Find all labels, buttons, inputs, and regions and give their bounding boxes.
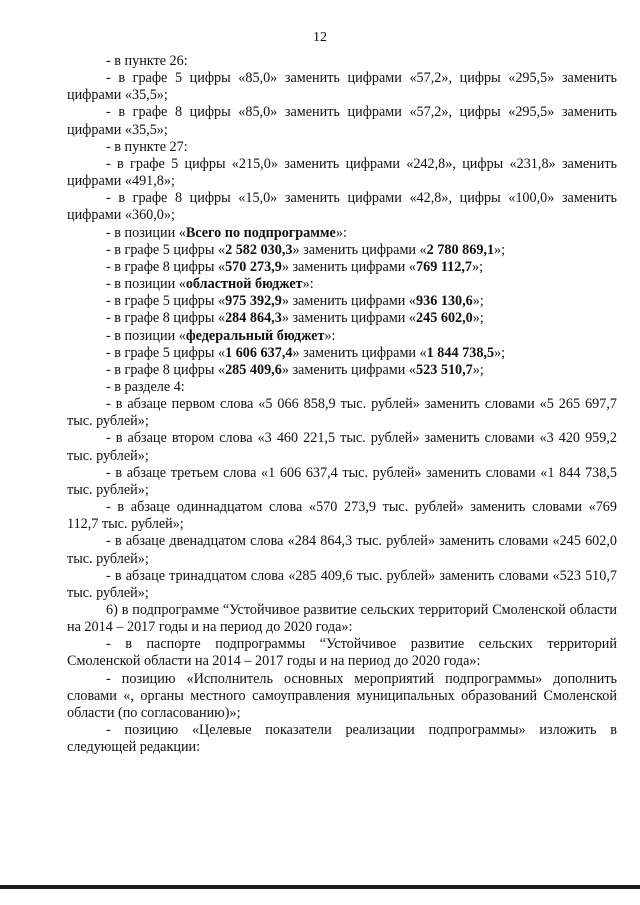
amendment-paragraph (67, 104, 617, 138)
amendment-paragraph (67, 430, 617, 464)
amendment-paragraph (67, 533, 617, 567)
amendment-paragraph (67, 362, 617, 379)
bold-text-segment: 570 273,9 (225, 258, 282, 275)
text-segment: - в графе 5 цифры « (106, 344, 226, 361)
text-segment: - в позиции « (106, 224, 186, 241)
text-segment: - в пункте 26: (106, 53, 188, 69)
text-segment: » заменить цифрами « (281, 361, 417, 378)
text-segment: »; (472, 361, 484, 378)
amendment-paragraph (67, 190, 617, 224)
text-segment: - в графе 8 цифры « (106, 310, 226, 327)
amendment-paragraph (67, 465, 617, 499)
text-segment: » заменить цифрами « (281, 293, 417, 310)
bold-text-segment: областной бюджет (185, 276, 303, 293)
bold-text-segment: федеральный бюджет (185, 327, 325, 344)
bold-text-segment: 769 112,7 (416, 258, 472, 275)
bold-text-segment: 2 780 869,1 (426, 241, 495, 258)
text-segment: »: (324, 327, 336, 344)
text-segment: »; (472, 310, 484, 327)
text-segment: - в графе 5 цифры «215,0» заменить цифрами «242,8», цифры «231,8» заменить цифрами «491,8»; (67, 155, 617, 190)
amendment-paragraph (67, 53, 617, 70)
bottom-divider (0, 885, 640, 889)
bold-text-segment: 284 864,3 (225, 310, 282, 327)
text-segment: »; (471, 258, 484, 275)
text-segment: 6) в подпрограмме “Устойчивое развитие сельских территорий Смоленской области на 2014 – 2017 годы и на период до 2020 года»: (67, 602, 617, 636)
text-segment: - в позиции « (106, 276, 186, 293)
bold-text-segment: 936 130,6 (416, 293, 473, 310)
text-segment: - в графе 8 цифры « (106, 258, 226, 275)
amendment-paragraph (67, 345, 617, 362)
text-segment: » заменить цифрами « (292, 241, 427, 258)
page-number: 12 (313, 30, 327, 45)
amendment-paragraph (67, 156, 617, 190)
amendment-paragraph (67, 396, 617, 430)
text-segment: - в графе 8 цифры «15,0» заменить цифрами «42,8», цифры «100,0» заменить цифрами «360,0»; (67, 190, 617, 224)
text-segment: - в графе 5 цифры « (106, 293, 226, 310)
text-segment: - в графе 5 цифры «85,0» заменить цифрами «57,2», цифры «295,5» заменить цифрами «35,5»; (67, 70, 617, 104)
amendment-paragraph (67, 671, 617, 722)
amendment-paragraph (67, 242, 617, 259)
bold-text-segment: 1 606 637,4 (225, 344, 293, 361)
text-segment: - в абзаце тринадцатом слова «285 409,6 тыс. рублей» заменить словами «523 510,7 тыс. рублей»; (67, 567, 617, 601)
text-segment: »; (494, 241, 506, 258)
text-segment: - в абзаце одиннадцатом слова «570 273,9 тыс. рублей» заменить словами «769 112,7 тыс. рублей»; (67, 499, 617, 533)
amendment-paragraph (67, 568, 617, 602)
text-segment: - в разделе 4: (106, 378, 185, 395)
amendment-paragraph (67, 259, 617, 276)
text-segment: - в пункте 27: (106, 138, 188, 155)
text-segment: - в абзаце втором слова «3 460 221,5 тыс. рублей» заменить словами «3 420 959,2 тыс. рублей»; (67, 430, 617, 464)
text-segment: »: (302, 276, 314, 293)
text-segment: - в паспорте подпрограммы “Устойчивое развитие сельских территорий Смоленской области на 2014 – 2017 годы и на период до 2020 года»: (67, 636, 617, 670)
bold-text-segment: 245 602,0 (416, 310, 473, 327)
text-segment: - в графе 5 цифры « (106, 241, 226, 258)
amendment-paragraph (67, 499, 617, 533)
text-segment: - позицию «Целевые показатели реализации подпрограммы» изложить в следующей редакции: (67, 722, 617, 756)
text-segment: » заменить цифрами « (281, 310, 417, 327)
amendment-paragraph (67, 379, 617, 396)
document-body (67, 53, 617, 756)
amendment-paragraph (67, 70, 617, 104)
amendment-paragraph (67, 225, 617, 242)
text-segment: - позицию «Исполнитель основных мероприятий подпрограммы» дополнить словами «, органы местного самоуправления муниципальных образований Смоленской области (по согласованию)»; (67, 670, 617, 721)
amendment-paragraph (67, 310, 617, 327)
bold-text-segment: 975 392,9 (225, 293, 282, 310)
bold-text-segment: 285 409,6 (225, 361, 282, 378)
text-segment: - в абзаце третьем слова «1 606 637,4 тыс. рублей» заменить словами «1 844 738,5 тыс. рублей»; (67, 464, 617, 498)
text-segment: »; (472, 293, 484, 310)
amendment-paragraph (67, 139, 617, 156)
text-segment: - в позиции « (106, 327, 186, 344)
text-segment: » заменить цифрами « (281, 258, 417, 275)
text-segment: »; (494, 344, 506, 361)
amendment-paragraph (67, 276, 617, 293)
text-segment: - в графе 8 цифры « (106, 361, 226, 378)
amendment-paragraph (67, 328, 617, 345)
amendment-paragraph (67, 602, 617, 636)
text-segment: - в графе 8 цифры «85,0» заменить цифрами «57,2», цифры «295,5» заменить цифрами «35,5»; (67, 104, 617, 138)
text-segment: »: (335, 224, 347, 241)
bold-text-segment: 523 510,7 (416, 361, 473, 378)
text-segment: » заменить цифрами « (292, 344, 427, 361)
amendment-paragraph (67, 722, 617, 756)
amendment-paragraph (67, 293, 617, 310)
text-segment: - в абзаце первом слова «5 066 858,9 тыс. рублей» заменить словами «5 265 697,7 тыс. рублей»; (67, 396, 617, 430)
bold-text-segment: 2 582 030,3 (225, 241, 293, 258)
bold-text-segment: 1 844 738,5 (426, 344, 495, 361)
text-segment: - в абзаце двенадцатом слова «284 864,3 тыс. рублей» заменить словами «245 602,0 тыс. рублей»; (67, 533, 617, 567)
bold-text-segment: Всего по подпрограмме (185, 224, 336, 241)
amendment-paragraph (67, 636, 617, 670)
